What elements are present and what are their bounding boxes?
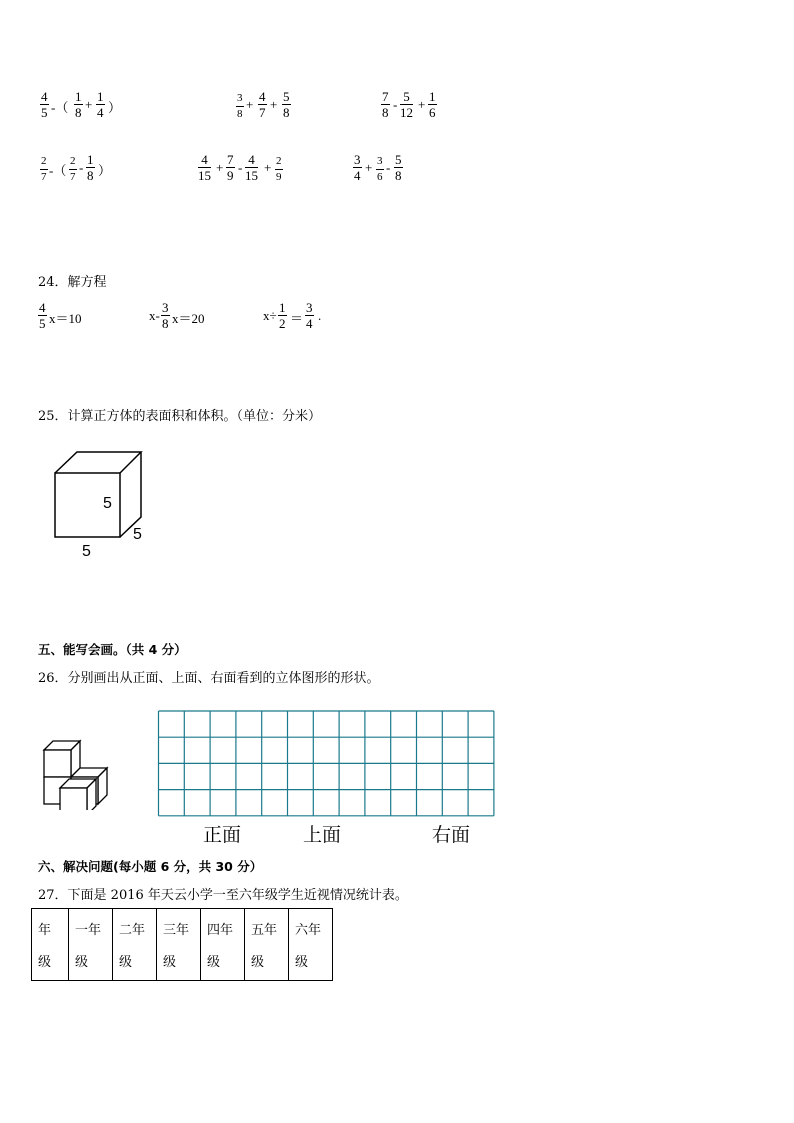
numerator: 4 (248, 152, 255, 167)
operator: - (393, 97, 398, 112)
operator: + (216, 160, 224, 175)
fraction (198, 152, 211, 183)
fraction (69, 154, 77, 185)
numerator: 4 (201, 152, 208, 167)
numerator: 7 (382, 89, 389, 104)
cube-label-bottom: 5 (82, 543, 91, 560)
fraction (305, 300, 314, 331)
cube-label-front: 5 (103, 495, 112, 512)
operator: + (418, 97, 426, 112)
numerator: 2 (41, 155, 47, 167)
table-header-cell: 三年 级 (157, 909, 201, 981)
table-row (32, 909, 333, 981)
fraction (353, 152, 362, 183)
table-header-cell: 年 级 (32, 909, 69, 981)
cube-front (44, 750, 71, 777)
fraction (96, 89, 105, 120)
equation-end: . (318, 308, 322, 323)
denominator: 6 (377, 171, 383, 183)
fraction (74, 89, 83, 120)
denominator: 5 (41, 105, 48, 120)
equation-prefix: x÷ (263, 308, 277, 323)
numerator: 7 (227, 152, 234, 167)
table-header-cell: 五年 级 (245, 909, 289, 981)
numerator: 3 (237, 92, 243, 104)
denominator: 6 (429, 105, 436, 120)
numerator: 1 (87, 152, 94, 167)
operator: -（ (49, 163, 67, 178)
fraction (428, 89, 437, 120)
question-25-title: 25．计算正方体的表面积和体积。（单位：分米） (38, 409, 322, 424)
numerator: 1 (97, 89, 104, 104)
cube-top-face (55, 452, 141, 473)
fraction (236, 91, 244, 122)
fraction (394, 152, 403, 183)
table-header-cell: 二年 级 (113, 909, 157, 981)
operator: ） (108, 100, 122, 115)
table-header-cell: 四年 级 (201, 909, 245, 981)
denominator: 8 (283, 105, 290, 120)
equals-sign: ＝ (290, 311, 304, 326)
cube-label-side: 5 (133, 526, 142, 543)
table-header-cell: 六年 级 (289, 909, 333, 981)
denominator: 9 (227, 168, 234, 183)
operator: + (246, 97, 254, 112)
question-27-title: 27．下面是 2016 年天云小学一至六年级学生近视情况统计表。 (38, 888, 408, 903)
operator: - (386, 160, 391, 175)
fraction (245, 152, 258, 183)
fraction (40, 89, 49, 120)
denominator: 8 (237, 108, 243, 120)
denominator: 4 (306, 316, 313, 331)
fraction (282, 89, 291, 120)
equation-rest: x＝20 (172, 311, 205, 326)
numerator: 2 (70, 155, 76, 167)
denominator: 7 (41, 171, 47, 183)
label-right-view: 右面 (432, 824, 471, 846)
fraction (400, 89, 413, 120)
section-6-title: 六、解决问题(每小题 6 分，共 30 分） (38, 859, 263, 874)
operator: -（ (51, 100, 69, 115)
denominator: 4 (97, 105, 104, 120)
numerator: 1 (75, 89, 82, 104)
numerator: 5 (395, 152, 402, 167)
numerator: 1 (279, 300, 286, 315)
operator: + (85, 97, 93, 112)
numerator: 3 (306, 300, 313, 315)
equation-rest: x＝10 (49, 311, 82, 326)
denominator: 7 (259, 105, 266, 120)
denominator: 8 (75, 105, 82, 120)
myopia-statistics-table (31, 908, 333, 981)
denominator: 2 (279, 316, 286, 331)
fraction (278, 300, 287, 331)
fraction (40, 154, 48, 185)
operator: - (79, 160, 84, 175)
label-top-view: 上面 (303, 824, 342, 846)
numerator: 5 (403, 89, 410, 104)
denominator: 8 (395, 168, 402, 183)
numerator: 4 (39, 300, 46, 315)
equation-prefix: x- (149, 308, 160, 323)
operator: + (270, 97, 278, 112)
denominator: 12 (400, 105, 413, 120)
operator: ） (98, 163, 112, 178)
fraction (381, 89, 390, 120)
denominator: 8 (382, 105, 389, 120)
fraction (86, 152, 95, 183)
denominator: 7 (70, 171, 76, 183)
numerator: 2 (276, 155, 282, 167)
operator: - (238, 160, 243, 175)
numerator: 3 (162, 300, 169, 315)
fraction (376, 154, 384, 185)
fraction (38, 300, 47, 331)
fraction (161, 300, 170, 331)
denominator: 4 (354, 168, 361, 183)
fraction (226, 152, 235, 183)
fraction (275, 154, 283, 185)
label-front-view: 正面 (203, 824, 242, 846)
numerator: 3 (377, 155, 383, 167)
numerator: 3 (354, 152, 361, 167)
cube-side-face (120, 452, 141, 537)
denominator: 9 (276, 171, 282, 183)
drawing-grid[interactable] (157, 710, 495, 817)
denominator: 8 (162, 316, 169, 331)
denominator: 8 (87, 168, 94, 183)
operator: + (264, 160, 272, 175)
numerator: 5 (283, 89, 290, 104)
cube-stack-figure (38, 738, 113, 810)
question-26-title: 26．分别画出从正面、上面、右面看到的立体图形的形状。 (38, 671, 380, 686)
question-24-title: 24．解方程 (38, 275, 107, 290)
denominator: 15 (245, 168, 258, 183)
numerator: 1 (429, 89, 436, 104)
operator: + (365, 160, 373, 175)
numerator: 4 (259, 89, 266, 104)
section-5-title: 五、能写会画。（共 4 分） (38, 642, 187, 657)
fraction (258, 89, 267, 120)
table-header-cell: 一年 级 (69, 909, 113, 981)
numerator: 4 (41, 89, 48, 104)
denominator: 15 (198, 168, 211, 183)
denominator: 5 (39, 316, 46, 331)
